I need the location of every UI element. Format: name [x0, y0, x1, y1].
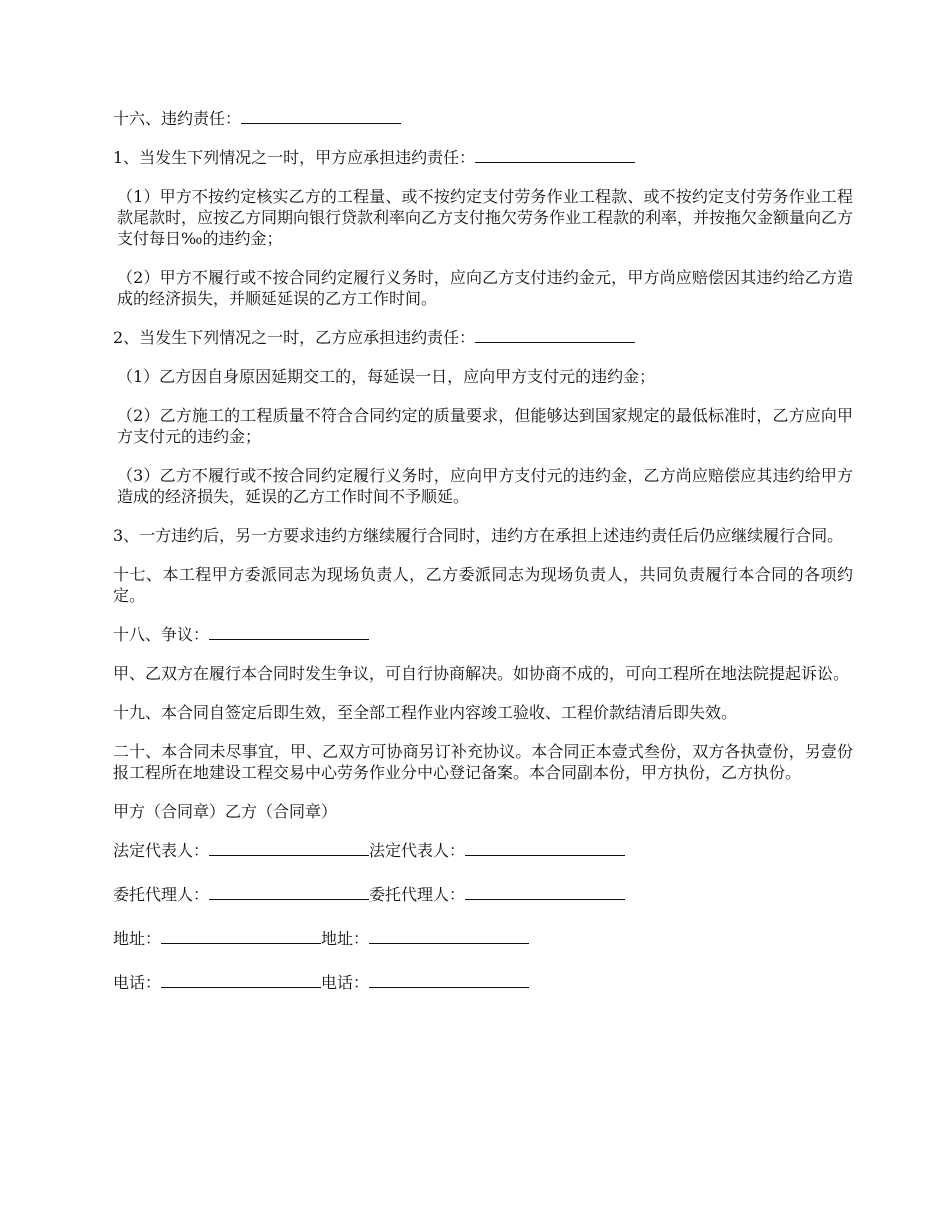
clause-16-item-3: 3、一方违约后，另一方要求违约方继续履行合同时，违约方在承担上述违约责任后仍应继续履行合同。 [113, 526, 844, 545]
signature-row-agent [113, 884, 853, 905]
party-b-field[interactable] [465, 840, 625, 856]
party-a-field[interactable] [161, 972, 321, 988]
clause-17: 十七、本工程甲方委派同志为现场负责人，乙方委派同志为现场负责人，共同负责履行本合同的各项约定。 [113, 565, 853, 605]
fill-in-blank[interactable] [475, 147, 635, 163]
party-a-label: 地址： [113, 929, 162, 948]
contract-page [113, 108, 853, 1016]
party-a-label: 电话： [113, 973, 162, 992]
party-a-field[interactable] [209, 840, 369, 856]
party-a-label: 委托代理人： [113, 885, 210, 904]
signature-row-phone [113, 972, 853, 993]
clause-18-body: 甲、乙双方在履行本合同时发生争议，可自行协商解决。如协商不成的，可向工程所在地法院提起诉讼。 [113, 664, 850, 683]
signature-row-legal-rep [113, 840, 853, 861]
fill-in-blank[interactable] [209, 624, 369, 640]
signature-row-address [113, 928, 853, 949]
clause-16-item-1-sub-2: （2）甲方不履行或不按合同约定履行义务时，应向乙方支付违约金元，甲方尚应赔偿因其违约给乙方造成的经济损失，并顺延延误的乙方工作时间。 [117, 268, 853, 308]
clause-16-item-2-sub-2: （2）乙方施工的工程质量不符合合同约定的质量要求，但能够达到国家规定的最低标准时，乙方应向甲方支付元的违约金； [117, 406, 853, 446]
party-b-label: 地址： [321, 929, 370, 948]
party-a-label: 法定代表人： [113, 841, 210, 860]
party-b-field[interactable] [465, 884, 625, 900]
clause-20: 二十、本合同未尽事宜，甲、乙双方可协商另订补充协议。本合同正本壹式叁份，双方各执壹份，另壹份报工程所在地建设工程交易中心劳务作业分中心登记备案。本合同副本份，甲方执份，乙方执份。 [113, 742, 853, 782]
party-b-field[interactable] [369, 972, 529, 988]
party-b-field[interactable] [369, 928, 529, 944]
party-b-label: 委托代理人： [369, 885, 466, 904]
party-a-field[interactable] [161, 928, 321, 944]
party-b-label: 法定代表人： [369, 841, 466, 860]
fill-in-blank[interactable] [475, 327, 635, 343]
seals-line: 甲方（合同章）乙方（合同章） [113, 802, 338, 821]
fill-in-blank[interactable] [241, 108, 401, 124]
clause-18-heading: 十八、争议： [113, 624, 853, 645]
clause-16-item-2-sub-1: （1）乙方因自身原因延期交工的，每延误一日，应向甲方支付元的违约金； [117, 367, 656, 386]
clause-16-item-2: 2、当发生下列情况之一时，乙方应承担违约责任： [113, 327, 853, 348]
party-b-label: 电话： [321, 973, 370, 992]
party-a-field[interactable] [209, 884, 369, 900]
clause-16-item-2-sub-3: （3）乙方不履行或不按合同约定履行义务时，应向甲方支付元的违约金，乙方尚应赔偿应其违约给甲方造成的经济损失，延误的乙方工作时间不予顺延。 [117, 466, 853, 506]
clause-16-item-1: 1、当发生下列情况之一时，甲方应承担违约责任： [113, 147, 853, 168]
clause-16-item-1-sub-1: （1）甲方不按约定核实乙方的工程量、或不按约定支付劳务作业工程款、或不按约定支付劳务作业工程款尾款时，应按乙方同期向银行贷款利率向乙方支付拖欠劳务作业工程款的利率，并按拖欠金额量向乙方支付每日‰的违约金； [117, 187, 854, 248]
clause-19: 十九、本合同自签定后即生效，至全部工程作业内容竣工验收、工程价款结清后即失效。 [113, 703, 738, 722]
clause-16-heading: 十六、违约责任： [113, 108, 853, 129]
